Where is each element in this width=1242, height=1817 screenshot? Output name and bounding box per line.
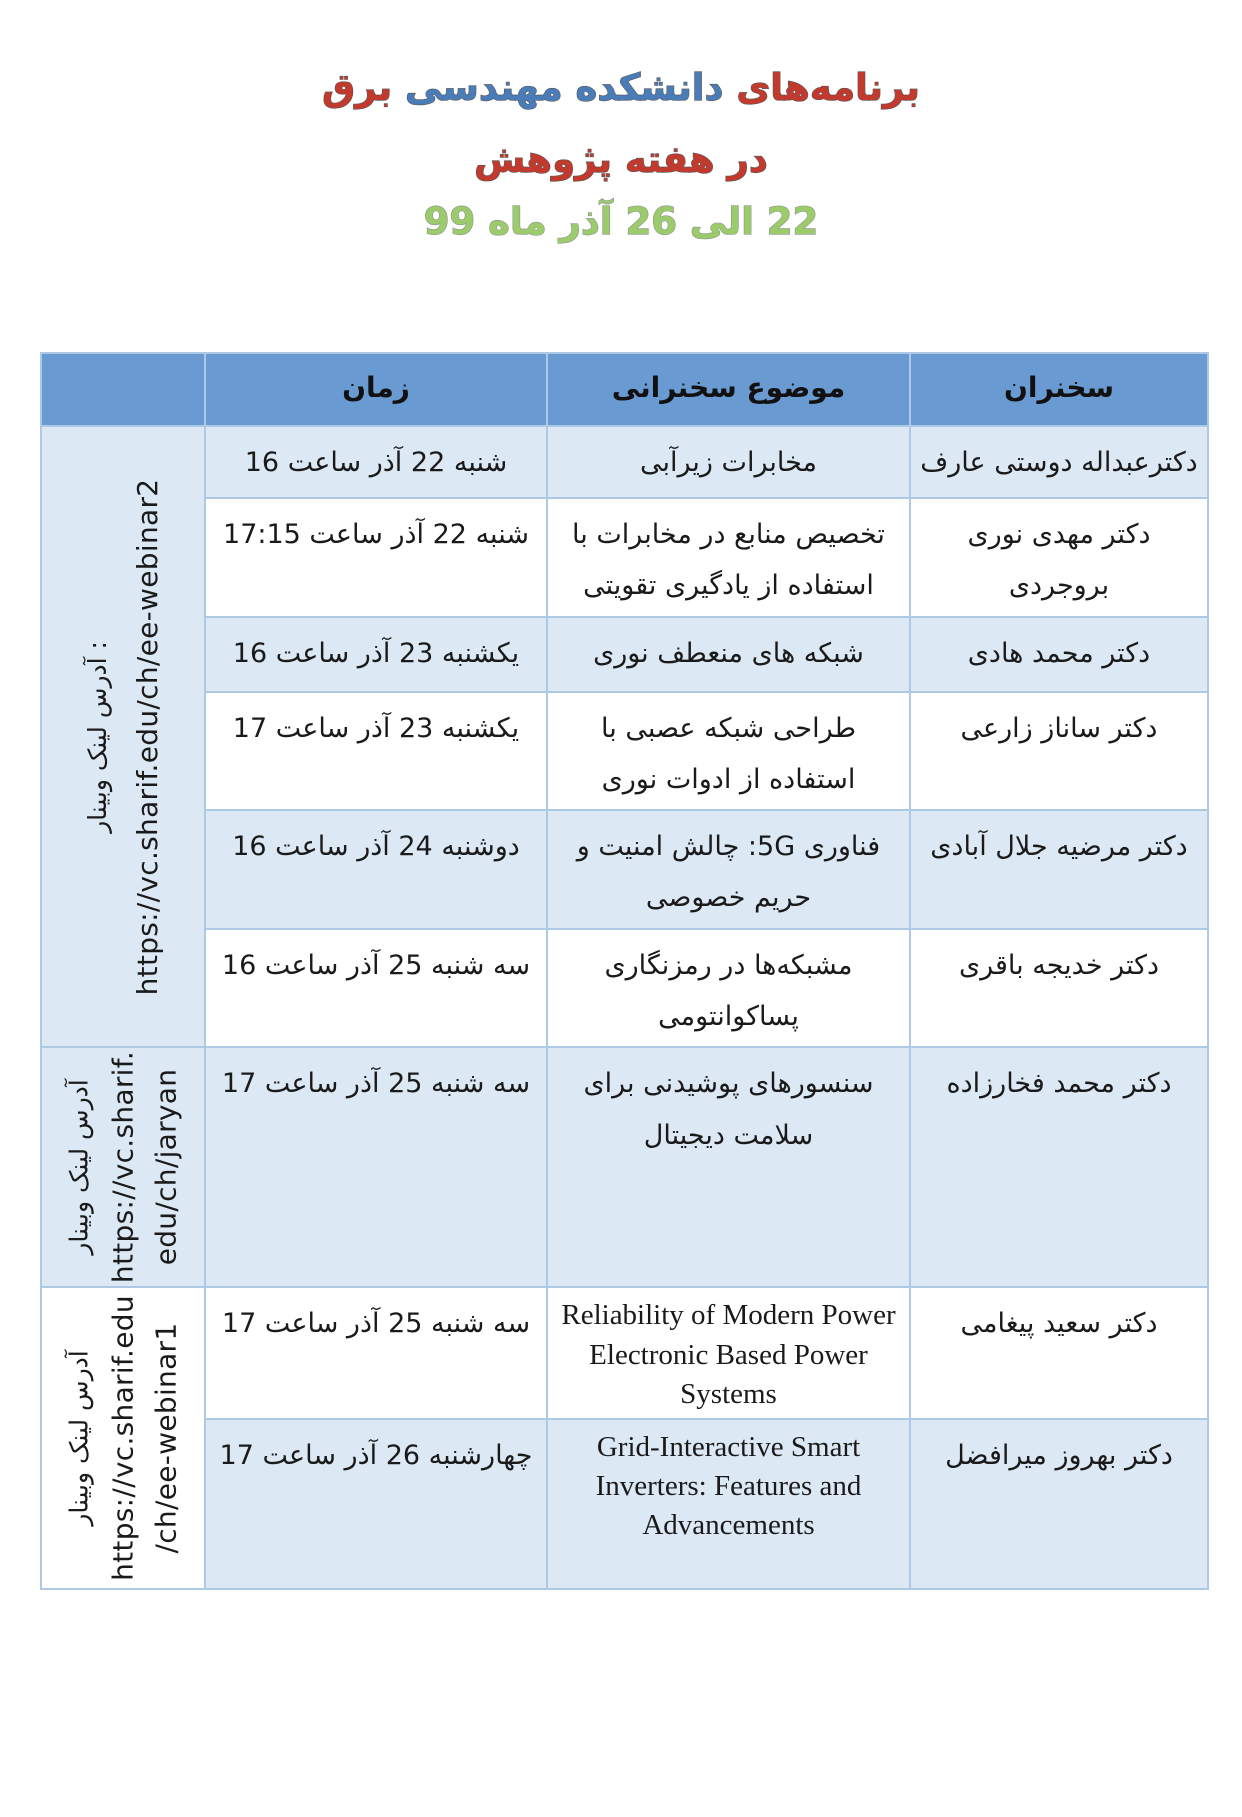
- topic-cell: Reliability of Modern Power Electronic Based Power Systems: [547, 1287, 910, 1418]
- webinar-link-rotated-text: [58, 1051, 187, 1283]
- time-cell: شنبه 22 آذر ساعت 16: [205, 426, 547, 498]
- schedule-table: [40, 352, 1209, 1590]
- webinar-link-url: https://vc.sharif.: [105, 1051, 139, 1284]
- header-cell-time: زمان: [205, 353, 547, 426]
- speaker-cell: دکتر مرضیه جلال آبادی: [910, 810, 1208, 929]
- header-cell-topic: موضوع سخنرانی: [547, 353, 910, 426]
- time-cell: یکشنبه 23 آذر ساعت 17: [205, 692, 547, 811]
- topic-cell: سنسورهای پوشیدنی برای سلامت دیجیتال: [547, 1047, 910, 1287]
- table-row: [41, 498, 1208, 617]
- time-cell: شنبه 22 آذر ساعت 17:15: [205, 498, 547, 617]
- topic-cell: مخابرات زیرآبی: [547, 426, 910, 498]
- title-word-programs: برنامه‌های: [736, 66, 920, 109]
- page-title-line3-dates: 22 الی 26 آذر ماه 99: [423, 200, 819, 243]
- speaker-cell: دکتر بهروز میرافضل: [910, 1419, 1208, 1589]
- webinar-link-rotated-text: [77, 478, 169, 995]
- speaker-cell: دکتر محمد هادی: [910, 617, 1208, 692]
- table-row: [41, 810, 1208, 929]
- webinar-link-url: edu/ch/jaryan: [149, 1069, 183, 1266]
- topic-cell: تخصیص منابع در مخابرات با استفاده از یادگیری تقویتی: [547, 498, 910, 617]
- table-row: [41, 1419, 1208, 1589]
- topic-cell: مشبکه‌ها در رمزنگاری پساکوانتومی: [547, 929, 910, 1048]
- time-cell: سه شنبه 25 آذر ساعت 16: [205, 929, 547, 1048]
- topic-cell: شبکه های منعطف نوری: [547, 617, 910, 692]
- webinar-link-cell: [41, 1047, 205, 1287]
- page-title-line1: [0, 58, 1242, 118]
- time-cell: چهارشنبه 26 آذر ساعت 17: [205, 1419, 547, 1589]
- time-cell: یکشنبه 23 آذر ساعت 16: [205, 617, 547, 692]
- speaker-cell: دکتر خدیجه باقری: [910, 929, 1208, 1048]
- page-title: [0, 58, 1242, 252]
- table-row: [41, 1047, 1208, 1287]
- header-cell-speaker: سخنران: [910, 353, 1208, 426]
- webinar-link-rotated-text: [58, 1295, 187, 1581]
- topic-cell: طراحی شبکه عصبی با استفاده از ادوات نوری: [547, 692, 910, 811]
- speaker-cell: دکتر مهدی نوری بروجردی: [910, 498, 1208, 617]
- table-row: [41, 692, 1208, 811]
- speaker-cell: دکتر محمد فخارزاده: [910, 1047, 1208, 1287]
- speaker-cell: دکتر سعید پیغامی: [910, 1287, 1208, 1418]
- title-word-electrical: برق: [322, 66, 393, 109]
- topic-cell: فناوری 5G: چالش امنیت و حریم خصوصی: [547, 810, 910, 929]
- webinar-link-label: آدرس لینک وبینار :: [83, 640, 113, 833]
- page-title-line2: در هفته پژوهش: [474, 138, 768, 181]
- header-cell-link: [41, 353, 205, 426]
- time-cell: سه شنبه 25 آذر ساعت 17: [205, 1287, 547, 1418]
- webinar-link-url: https://vc.sharif.edu/ch/ee-webinar2: [130, 478, 164, 996]
- time-cell: سه شنبه 25 آذر ساعت 17: [205, 1047, 547, 1287]
- webinar-link-label: آدرس لینک وبینار: [64, 1079, 94, 1256]
- table-row: [41, 426, 1208, 498]
- webinar-link-url: https://vc.sharif.edu: [105, 1295, 139, 1581]
- webinar-link-cell: [41, 1287, 205, 1588]
- table-row: [41, 617, 1208, 692]
- table-row: [41, 929, 1208, 1048]
- topic-cell: Grid-Interactive Smart Inverters: Features and Advancements: [547, 1419, 910, 1589]
- speaker-cell: دکتر ساناز زارعی: [910, 692, 1208, 811]
- table-row: [41, 1287, 1208, 1418]
- title-word-faculty: دانشکده مهندسی: [405, 66, 724, 109]
- webinar-link-url: /ch/ee-webinar1: [149, 1322, 183, 1554]
- table-header-row: [41, 353, 1208, 426]
- webinar-link-cell: [41, 426, 205, 1047]
- speaker-cell: دکترعبداله دوستی عارف: [910, 426, 1208, 498]
- time-cell: دوشنبه 24 آذر ساعت 16: [205, 810, 547, 929]
- webinar-link-label: آدرس لینک وبینار: [64, 1350, 94, 1526]
